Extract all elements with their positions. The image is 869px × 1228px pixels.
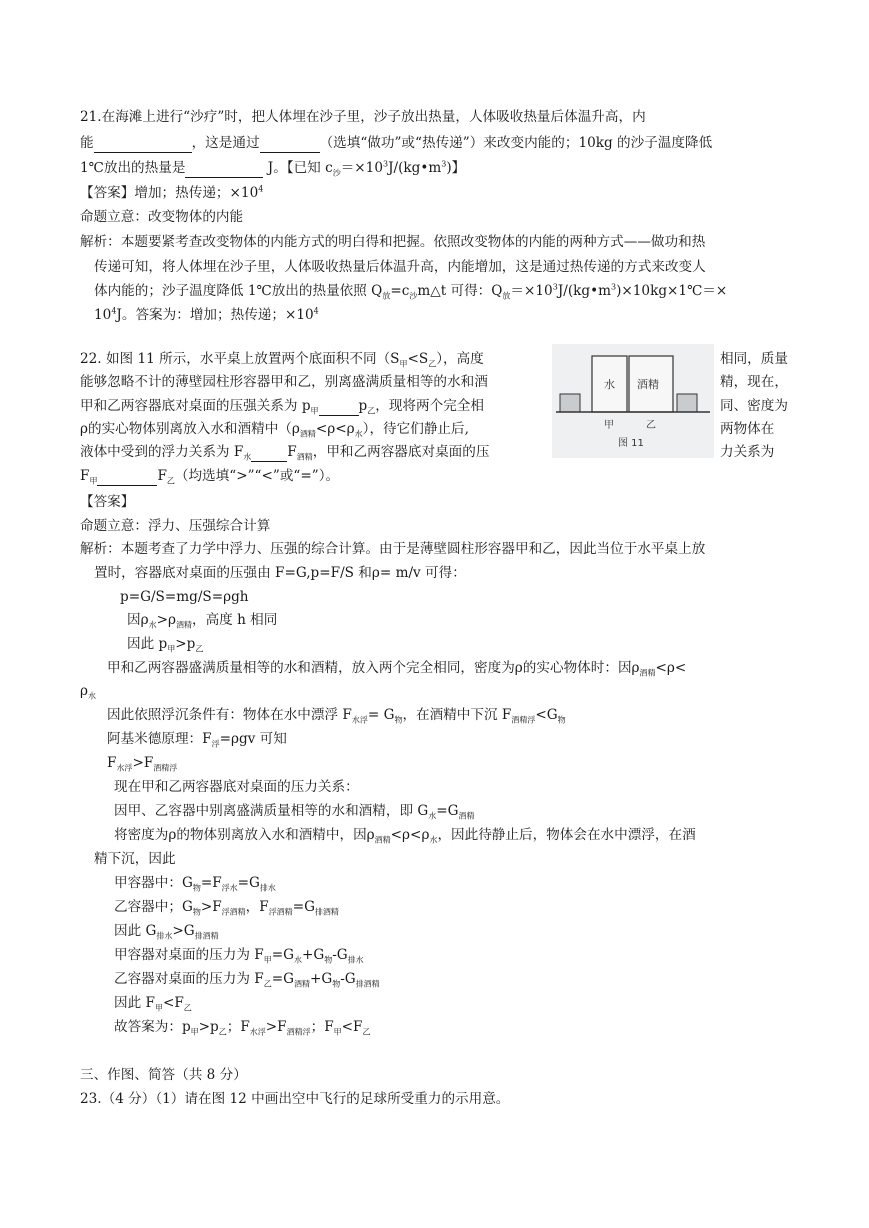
- q22-answer: 【答案】: [80, 494, 135, 510]
- q22-analysis-3: p=G/S=mg/S=ρgh: [120, 589, 249, 605]
- blank: [185, 159, 263, 178]
- q22-line-4-right: 两物体在: [720, 421, 775, 437]
- q21-line-2: 能 ，这是通过 （选填“做功”或“热传递”）来改变内能的；10kg 的沙子温度降低: [80, 135, 713, 151]
- blank: [319, 397, 359, 416]
- q22-analysis-6: 甲和乙两容器盛满质量相等的水和酒精，放入两个完全相同，密度为ρ的实心物体时：因$\rho_{酒精}<\rho<$: [107, 660, 687, 678]
- q22-analysis-1: 解析：本题考查了力学中浮力、压强的综合计算。由于是薄壁圆柱形容器甲和乙，因此当位于水平桌上放: [80, 541, 706, 557]
- q21-line-1: 21.在海滩上进行“沙疗”时，把人体埋在沙子里，沙子放出热量，人体吸收热量后体温升高，内: [80, 109, 646, 125]
- q22-line-5-right: 力关系为: [720, 444, 775, 460]
- q22-analysis-4: 因$\rho_水>\rho_{酒精}$，高度 h 相同: [127, 612, 278, 630]
- q22-analysis-21: 故答案为：$p_甲>p_乙$；$F_{水浮}>F_{酒精浮}$；$F_甲<F_乙$: [114, 1019, 371, 1037]
- q21-analysis-3: 体内能的；沙子温度降低 1℃放出的热量依照 $Q_放=c_沙m\triangle t$ 可得：$Q_放=\times 10^3J/(kg•m^3)\times 10kg\times 1℃=\times$: [94, 282, 728, 301]
- q22-analysis-7: $\rho_水$: [80, 683, 96, 701]
- section-3-heading: 三、作图、简答（共 8 分）: [80, 1067, 247, 1083]
- q22-line-5: 液体中受到的浮力关系为 $F_水$ $F_{酒精}$，甲和乙两容器底对桌面的压: [80, 444, 490, 462]
- q22-analysis-10: $F_{水浮}>F_{酒精浮}$: [107, 755, 178, 773]
- q22-line-2: 能够忽略不计的薄壁园柱形容器甲和乙，别离盛满质量相等的水和酒: [80, 374, 488, 390]
- q22-line-3-right: 同、密度为: [720, 398, 788, 414]
- figure-11: [552, 344, 714, 458]
- label-yi: 乙: [646, 420, 656, 431]
- q22-intent: 命题立意：浮力、压强综合计算: [80, 518, 271, 534]
- side-block-left: [560, 394, 580, 412]
- q22-analysis-14: 精下沉，因此: [94, 851, 176, 867]
- q22-analysis-15: 甲容器中：$G_物=F_{浮水}=G_{排水}$: [114, 875, 276, 893]
- side-block-right: [677, 394, 697, 412]
- q21-answer: 【答案】增加；热传递；$\times 10^4$: [80, 184, 264, 201]
- label-jia: 甲: [604, 420, 614, 431]
- q22-analysis-17: 因此 $G_{排水}>G_{排酒精}$: [114, 923, 219, 941]
- q22-line-6: $F_甲$ $F_乙$（均选填“>”“<”或“=”）。: [80, 468, 340, 486]
- q22-analysis-19: 乙容器对桌面的压力为 $F_乙=G_{酒精}+G_物-G_{排酒精}$: [114, 971, 380, 989]
- q22-line-3: 甲和乙两容器底对桌面的压强关系为 $p_甲$ $p_乙$，现将两个完全相: [80, 398, 484, 416]
- q21-intent: 命题立意：改变物体的内能: [80, 209, 244, 225]
- blank: [260, 134, 320, 153]
- q21-analysis-1: 解析：本题要紧考查改变物体的内能方式的明白得和把握。依照改变物体的内能的两种方式——做功和热: [80, 234, 706, 250]
- blank: [251, 443, 287, 462]
- q22-analysis-13: 将密度为ρ的物体别离放入水和酒精中，因$\rho_{酒精}<\rho<\rho_水$，因此待静止后，物体会在水中漂浮，在酒: [114, 827, 696, 845]
- q22-analysis-12: 因甲、乙容器中别离盛满质量相等的水和酒精，即 $G_水=G_{酒精}$: [114, 803, 475, 821]
- figure-caption: 图 11: [618, 438, 644, 449]
- q22-line-1: 22. 如图 11 所示，水平桌上放置两个底面积不同$(S_甲<S_乙)$，高度: [80, 351, 484, 369]
- label-water: 水: [604, 378, 615, 391]
- q22-analysis-16: 乙容器中；$G_物>F_{浮酒精}$，$F_{浮酒精}=G_{排酒精}$: [114, 899, 339, 917]
- q22-line-2-right: 精，现在，: [720, 374, 788, 390]
- q22-analysis-11: 现在甲和乙两容器底对桌面的压力关系：: [114, 779, 359, 795]
- blank: [97, 467, 157, 486]
- q22-analysis-5: 因此 $p_甲>p_乙$: [127, 636, 204, 654]
- q21-analysis-2: 传递可知，将人体埋在沙子里，人体吸收热量后体温升高，内能增加，这是通过热传递的方式来改变人: [94, 259, 706, 275]
- q22-analysis-20: 因此 $F_甲<F_乙$: [114, 995, 192, 1013]
- q21-analysis-4: $10^4J$。答案为：增加；热传递；$\times 10^4$: [94, 306, 319, 323]
- blank: [94, 134, 192, 153]
- q22-analysis-18: 甲容器对桌面的压力为 $F_甲=G_水+G_物-G_{排水}$: [114, 947, 364, 965]
- q22-line-4: ρ的实心物体别离放入水和酒精中$(\rho_{酒精}<\rho<\rho_水)$，待它们静止后,: [80, 421, 469, 439]
- q21-line-3: 1℃放出的热量是 J。【已知 $c_沙=\times 10^3J/(kg•m^3)$】: [80, 159, 466, 178]
- q22-analysis-8: 因此依照浮沉条件有：物体在水中漂浮 $F_{水浮}= G_物$，在酒精中下沉 $F_{酒精浮}<G_物$: [107, 707, 566, 725]
- q22-line-1-right: 相同，质量: [720, 351, 788, 367]
- q22-analysis-2: 置时，容器底对桌面的压强由 F=G,p=F/S 和ρ= m/v 可得：: [94, 565, 466, 581]
- q23-line: 23.（4 分）（1）请在图 12 中画出空中飞行的足球所受重力的示用意。: [80, 1091, 510, 1107]
- q22-analysis-9: 阿基米德原理：$F_浮=\rho gv$ 可知: [107, 731, 287, 749]
- label-alcohol: 酒精: [637, 378, 659, 391]
